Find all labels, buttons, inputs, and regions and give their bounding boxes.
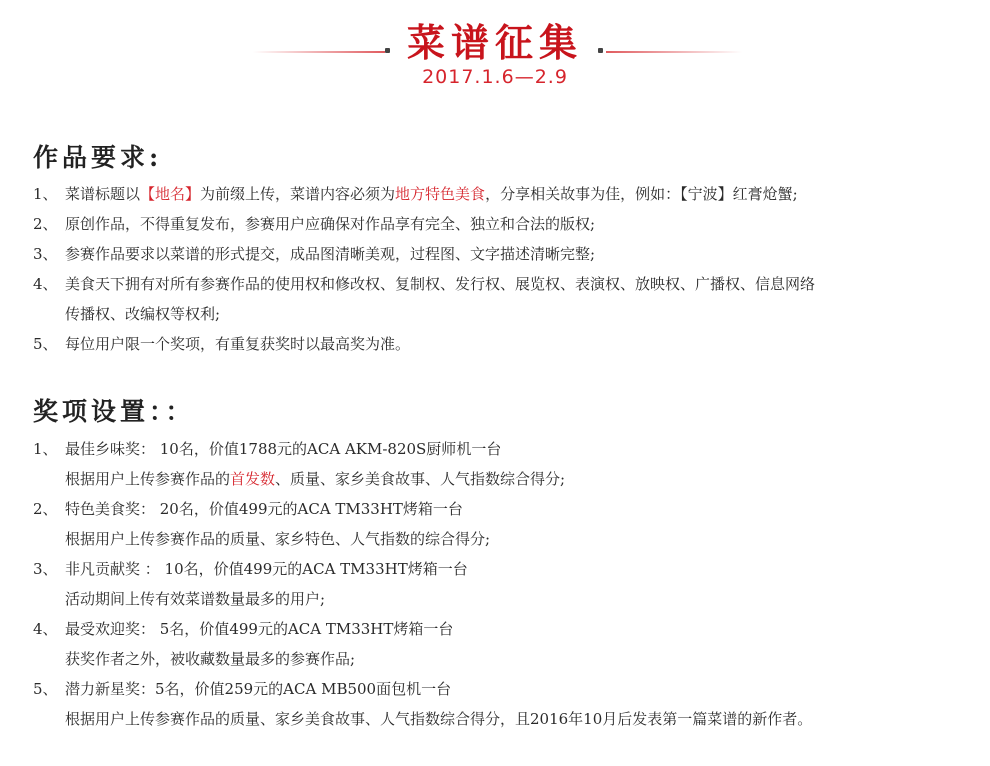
award-title: 最佳乡味奖： 10名，价值1788元的ACA AKM-820S厨师机一台 [65,440,502,458]
criteria-text-part: 、质量、家乡美食故事、人气指数综合得分; [275,470,566,488]
requirement-item-continuation: 传播权、改编权等权利; [65,305,221,323]
award-item [33,554,973,584]
award-item [33,494,973,524]
item-text: 每位用户限一个奖项，有重复获奖时以最高奖为准。 [65,335,411,353]
first-publish-count-highlight: 首发数 [230,470,276,488]
award-criteria: 获奖作者之外，被收藏数量最多的参赛作品; [65,650,356,668]
item-text-part: 菜谱标题以 [65,185,141,203]
award-criteria: 根据用户上传参赛作品的质量、家乡特色、人气指数的综合得分; [65,530,491,548]
right-divider-line [606,51,742,53]
requirement-item [33,239,973,269]
requirement-item [33,209,973,239]
award-item [33,434,973,464]
region-tag-highlight: 【地名】 [140,185,201,203]
award-item [33,674,973,704]
award-title: 非凡贡献奖 ： 10名，价值499元的ACA TM33HT烤箱一台 [65,560,468,578]
award-title: 潜力新星奖：5名，价值259元的ACA MB500面包机一台 [65,680,452,698]
item-number: 5、 [33,335,58,353]
item-text [65,179,973,209]
award-title: 特色美食奖： 20名，价值499元的ACA TM33HT烤箱一台 [65,500,463,518]
page-header [0,0,990,100]
requirements-heading: 作品要求: [33,143,163,172]
requirements-list [33,179,973,359]
item-text-part: ，分享相关故事为佳，例如：【宁波】红膏炝蟹; [485,185,798,203]
item-number: 4、 [33,275,58,293]
item-number: 1、 [33,440,58,458]
item-number: 5、 [33,680,58,698]
award-criteria: 活动期间上传有效菜谱数量最多的用户; [65,590,326,608]
page-title: 菜谱征集 [406,20,583,65]
right-divider-dot [598,48,603,53]
event-date-range: 2017.1.6—2.9 [422,66,568,88]
awards-heading: 奖项设置：： [33,397,195,426]
item-number: 2、 [33,215,58,233]
awards-list [33,434,973,734]
item-text-part: 为前缀上传，菜谱内容必须为 [200,185,396,203]
award-criteria: 根据用户上传参赛作品的质量、家乡美食故事、人气指数综合得分，且2016年10月后发表第一篇菜谱的新作者。 [65,710,813,728]
award-criteria [33,464,973,494]
item-text: 原创作品，不得重复发布，参赛用户应确保对作品享有完全、独立和合法的版权; [65,215,596,233]
award-title: 最受欢迎奖： 5名，价值499元的ACA TM33HT烤箱一台 [65,620,454,638]
requirement-item [33,269,973,299]
criteria-text-part: 根据用户上传参赛作品的 [65,470,231,488]
item-number: 2、 [33,500,58,518]
item-number: 3、 [33,560,58,578]
requirement-item [33,329,973,359]
item-number: 1、 [33,185,58,203]
item-text: 参赛作品要求以菜谱的形式提交，成品图清晰美观，过程图、文字描述清晰完整; [65,245,596,263]
award-item [33,614,973,644]
item-number: 4、 [33,620,58,638]
local-specialty-highlight: 地方特色美食 [395,185,486,203]
item-number: 3、 [33,245,58,263]
requirement-item [33,179,973,209]
item-text: 美食天下拥有对所有参赛作品的使用权和修改权、复制权、发行权、展览权、表演权、放映权、广播权、信息网络 [65,275,816,293]
